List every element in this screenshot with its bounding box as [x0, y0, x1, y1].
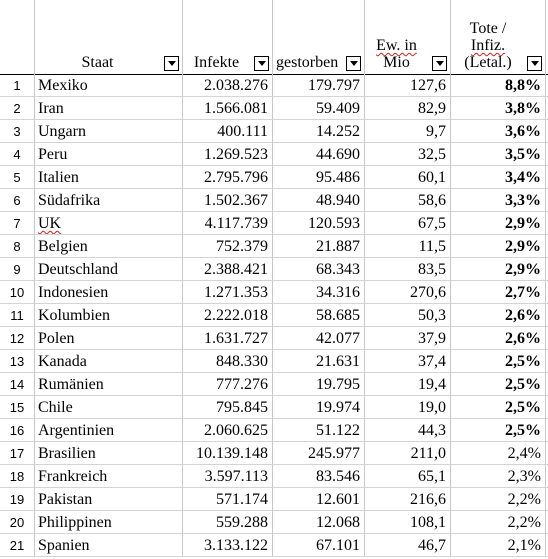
- header-gestorben: [273, 0, 365, 74]
- cell-infekte[interactable]: 2.388.421: [183, 258, 273, 281]
- cell-ew[interactable]: 19,4: [365, 373, 451, 396]
- table-row: [0, 442, 548, 465]
- table-row: [0, 74, 548, 97]
- row-number[interactable]: 19: [0, 488, 35, 511]
- table-row: [0, 258, 548, 281]
- table-row: [0, 189, 548, 212]
- table-row: [0, 304, 548, 327]
- cell-staat[interactable]: Indonesien: [35, 281, 183, 304]
- cell-staat[interactable]: Spanien: [35, 534, 183, 557]
- cell-gestorben[interactable]: 95.486: [273, 166, 365, 189]
- cell-gestorben[interactable]: 42.077: [273, 327, 365, 350]
- table-row: [0, 235, 548, 258]
- cell-ew[interactable]: 37,9: [365, 327, 451, 350]
- header-ew-line1: Ew. in: [376, 37, 417, 54]
- cell-staat[interactable]: Polen: [35, 327, 183, 350]
- cell-gestorben[interactable]: 19.795: [273, 373, 365, 396]
- row-number[interactable]: 7: [0, 212, 35, 235]
- cell-staat[interactable]: Pakistan: [35, 488, 183, 511]
- table-row: [0, 350, 548, 373]
- cell-infekte[interactable]: 2.222.018: [183, 304, 273, 327]
- cell-staat[interactable]: Südafrika: [35, 189, 183, 212]
- cell-ew[interactable]: 270,6: [365, 281, 451, 304]
- row-number[interactable]: 20: [0, 511, 35, 534]
- cell-infekte[interactable]: 848.330: [183, 350, 273, 373]
- cell-ew[interactable]: 11,5: [365, 235, 451, 258]
- cell-ew[interactable]: 127,6: [365, 74, 451, 97]
- table-row: [0, 534, 548, 557]
- header-row: [0, 0, 548, 75]
- cell-gestorben[interactable]: 59.409: [273, 97, 365, 120]
- table-row: [0, 419, 548, 442]
- header-staat: [35, 0, 183, 74]
- row-number[interactable]: 11: [0, 304, 35, 327]
- table-row: [0, 166, 548, 189]
- header-tote-line2: Infiz.: [470, 37, 506, 54]
- row-number[interactable]: 1: [0, 74, 35, 97]
- row-number[interactable]: 2: [0, 97, 35, 120]
- cell-letalitaet[interactable]: 2,9%: [451, 258, 546, 281]
- header-ew: [365, 0, 451, 74]
- cell-gestorben[interactable]: 245.977: [273, 442, 365, 465]
- cell-staat[interactable]: Mexiko: [35, 74, 183, 97]
- row-number[interactable]: 16: [0, 419, 35, 442]
- cell-staat[interactable]: [35, 212, 183, 235]
- cell-letalitaet[interactable]: 2,7%: [451, 281, 546, 304]
- cell-letalitaet[interactable]: 3,3%: [451, 189, 546, 212]
- cell-letalitaet[interactable]: 2,5%: [451, 373, 546, 396]
- cell-letalitaet[interactable]: 2,5%: [451, 350, 546, 373]
- cell-letalitaet[interactable]: 2,9%: [451, 235, 546, 258]
- header-ew-line2: Mio: [383, 54, 410, 71]
- cell-staat[interactable]: Belgien: [35, 235, 183, 258]
- cell-letalitaet[interactable]: 2,5%: [451, 396, 546, 419]
- cell-staat[interactable]: Brasilien: [35, 442, 183, 465]
- cell-infekte[interactable]: 752.379: [183, 235, 273, 258]
- cell-gestorben[interactable]: 68.343: [273, 258, 365, 281]
- row-number[interactable]: 12: [0, 327, 35, 350]
- cell-letalitaet[interactable]: 3,6%: [451, 120, 546, 143]
- cell-infekte[interactable]: 1.631.727: [183, 327, 273, 350]
- cell-ew[interactable]: 46,7: [365, 534, 451, 557]
- table-row: [0, 97, 548, 120]
- table-row: [0, 143, 548, 166]
- cell-letalitaet[interactable]: 3,5%: [451, 143, 546, 166]
- cell-ew[interactable]: 44,3: [365, 419, 451, 442]
- table-row: [0, 511, 548, 534]
- cell-infekte[interactable]: 4.117.739: [183, 212, 273, 235]
- cell-ew[interactable]: 82,9: [365, 97, 451, 120]
- cell-gestorben[interactable]: 120.593: [273, 212, 365, 235]
- cell-letalitaet[interactable]: 8,8%: [451, 74, 546, 97]
- cell-infekte[interactable]: 2.038.276: [183, 74, 273, 97]
- cell-letalitaet[interactable]: 2,4%: [451, 442, 546, 465]
- cell-ew[interactable]: 19,0: [365, 396, 451, 419]
- cell-infekte[interactable]: 559.288: [183, 511, 273, 534]
- cell-gestorben[interactable]: 21.887: [273, 235, 365, 258]
- row-number[interactable]: 21: [0, 534, 35, 557]
- cell-ew[interactable]: 9,7: [365, 120, 451, 143]
- header-tote-line1: Tote /: [469, 20, 507, 37]
- cell-infekte[interactable]: 2.795.796: [183, 166, 273, 189]
- filter-dropdown-icon[interactable]: [346, 56, 361, 71]
- row-number[interactable]: 15: [0, 396, 35, 419]
- table-row: [0, 327, 548, 350]
- filter-dropdown-icon[interactable]: [527, 56, 542, 71]
- cell-infekte[interactable]: 400.111: [183, 120, 273, 143]
- cell-letalitaet[interactable]: 2,6%: [451, 327, 546, 350]
- cell-letalitaet[interactable]: 2,3%: [451, 465, 546, 488]
- cell-infekte[interactable]: 777.276: [183, 373, 273, 396]
- cell-letalitaet[interactable]: 3,8%: [451, 97, 546, 120]
- cell-letalitaet[interactable]: 2,2%: [451, 511, 546, 534]
- cell-infekte[interactable]: 1.271.353: [183, 281, 273, 304]
- cell-staat[interactable]: Italien: [35, 166, 183, 189]
- cell-ew[interactable]: 211,0: [365, 442, 451, 465]
- row-number[interactable]: 8: [0, 235, 35, 258]
- cell-gestorben[interactable]: 12.068: [273, 511, 365, 534]
- table-row: [0, 120, 548, 143]
- cell-ew[interactable]: 108,1: [365, 511, 451, 534]
- cell-gestorben[interactable]: 44.690: [273, 143, 365, 166]
- header-infekte: [183, 0, 273, 74]
- cell-staat[interactable]: Chile: [35, 396, 183, 419]
- cell-staat[interactable]: Iran: [35, 97, 183, 120]
- filter-dropdown-icon[interactable]: [432, 56, 447, 71]
- row-number[interactable]: 17: [0, 442, 35, 465]
- cell-staat-text: UK: [38, 215, 62, 232]
- cell-infekte[interactable]: 1.269.523: [183, 143, 273, 166]
- cell-staat[interactable]: Kolumbien: [35, 304, 183, 327]
- row-number[interactable]: 13: [0, 350, 35, 373]
- row-number[interactable]: 5: [0, 166, 35, 189]
- cell-letalitaet[interactable]: 2,9%: [451, 212, 546, 235]
- cell-gestorben[interactable]: 83.546: [273, 465, 365, 488]
- cell-gestorben[interactable]: 21.631: [273, 350, 365, 373]
- cell-ew[interactable]: 60,1: [365, 166, 451, 189]
- table-row: [0, 488, 548, 511]
- cell-gestorben[interactable]: 48.940: [273, 189, 365, 212]
- cell-staat[interactable]: Deutschland: [35, 258, 183, 281]
- cell-gestorben[interactable]: 51.122: [273, 419, 365, 442]
- row-number[interactable]: 3: [0, 120, 35, 143]
- row-number[interactable]: 4: [0, 143, 35, 166]
- cell-ew[interactable]: 37,4: [365, 350, 451, 373]
- cell-staat[interactable]: Rumänien: [35, 373, 183, 396]
- header-tote-line3: (Letal.): [464, 54, 512, 71]
- cell-gestorben[interactable]: 179.797: [273, 74, 365, 97]
- cell-staat[interactable]: Philippinen: [35, 511, 183, 534]
- cell-gestorben[interactable]: 12.601: [273, 488, 365, 511]
- cell-infekte[interactable]: 10.139.148: [183, 442, 273, 465]
- row-number[interactable]: 9: [0, 258, 35, 281]
- header-staat-label: Staat: [81, 54, 114, 71]
- cell-gestorben[interactable]: 14.252: [273, 120, 365, 143]
- cell-staat[interactable]: Ungarn: [35, 120, 183, 143]
- table-row: [0, 281, 548, 304]
- filter-dropdown-icon[interactable]: [164, 56, 179, 71]
- cell-staat[interactable]: Peru: [35, 143, 183, 166]
- cell-ew[interactable]: 50,3: [365, 304, 451, 327]
- row-number[interactable]: 6: [0, 189, 35, 212]
- header-gestorben-label: gestorben: [276, 54, 339, 71]
- cell-letalitaet[interactable]: 2,6%: [451, 304, 546, 327]
- cell-infekte[interactable]: 1.502.367: [183, 189, 273, 212]
- row-number[interactable]: 14: [0, 373, 35, 396]
- cell-ew[interactable]: 83,5: [365, 258, 451, 281]
- cell-ew[interactable]: 32,5: [365, 143, 451, 166]
- table-row: [0, 373, 548, 396]
- cell-infekte[interactable]: 2.060.625: [183, 419, 273, 442]
- row-number-header: [0, 0, 35, 74]
- table-row: [0, 396, 548, 419]
- header-infekte-label: Infekte: [193, 54, 240, 71]
- table-row: [0, 212, 548, 235]
- header-tote: [451, 0, 546, 74]
- cell-staat[interactable]: Frankreich: [35, 465, 183, 488]
- cell-ew[interactable]: 67,5: [365, 212, 451, 235]
- cell-infekte[interactable]: 3.597.113: [183, 465, 273, 488]
- cell-staat[interactable]: Argentinien: [35, 419, 183, 442]
- cell-infekte[interactable]: 795.845: [183, 396, 273, 419]
- cell-gestorben[interactable]: 19.974: [273, 396, 365, 419]
- table-row: [0, 465, 548, 488]
- row-number[interactable]: 18: [0, 465, 35, 488]
- filter-dropdown-icon[interactable]: [254, 56, 269, 71]
- row-number[interactable]: 10: [0, 281, 35, 304]
- cell-letalitaet[interactable]: 2,1%: [451, 534, 546, 557]
- cell-gestorben[interactable]: 34.316: [273, 281, 365, 304]
- cell-infekte[interactable]: 571.174: [183, 488, 273, 511]
- cell-letalitaet[interactable]: 2,5%: [451, 419, 546, 442]
- cell-infekte[interactable]: 1.566.081: [183, 97, 273, 120]
- cell-ew[interactable]: 58,6: [365, 189, 451, 212]
- cell-ew[interactable]: 65,1: [365, 465, 451, 488]
- cell-gestorben[interactable]: 58.685: [273, 304, 365, 327]
- cell-letalitaet[interactable]: 2,2%: [451, 488, 546, 511]
- cell-ew[interactable]: 216,6: [365, 488, 451, 511]
- cell-staat[interactable]: Kanada: [35, 350, 183, 373]
- cell-gestorben[interactable]: 67.101: [273, 534, 365, 557]
- cell-letalitaet[interactable]: 3,4%: [451, 166, 546, 189]
- cell-infekte[interactable]: 3.133.122: [183, 534, 273, 557]
